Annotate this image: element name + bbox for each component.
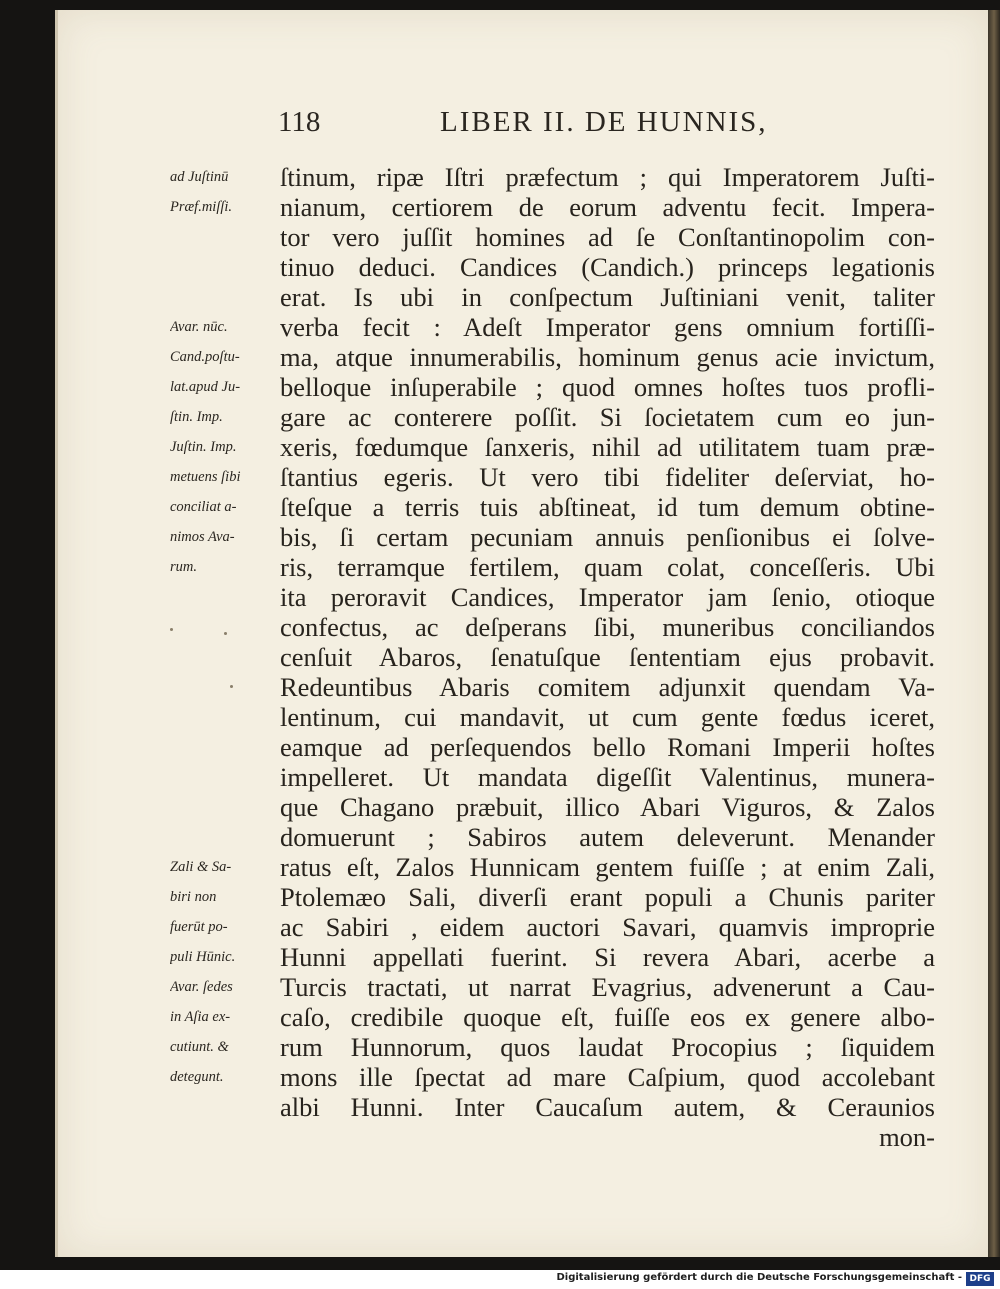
margin-note [170, 282, 280, 312]
margin-notes [170, 162, 280, 1092]
text-line: caſo, credibile quoque eſt, fuiſſe eos ex genere albo- [280, 1002, 935, 1032]
margin-note: cutiunt. & [170, 1039, 229, 1055]
text-line: Turcis tractati, ut narrat Evagrius, advenerunt a Cau- [280, 972, 935, 1002]
text-line: eamque ad perſequendos bello Romani Imperii hoſtes [280, 732, 935, 762]
margin-note [170, 642, 280, 672]
margin-note [170, 792, 280, 822]
margin-note: fuerūt po- [170, 919, 228, 935]
text-line: ſtinum, ripæ Iſtri præfectum ; qui Imperatorem Juſti- [280, 162, 935, 192]
margin-note [170, 822, 280, 852]
margin-note: nimos Ava- [170, 529, 235, 545]
text-line: Hunni appellati fuerint. Si revera Abari, acerbe a [280, 942, 935, 972]
text-line: nianum, certiorem de eorum adventu fecit. Impera- [280, 192, 935, 222]
text-line: ac Sabiri , eidem auctori Savari, quamvis improprie [280, 912, 935, 942]
text-line: ſteſque a terris tuis abſtineat, id tum demum obtine- [280, 492, 935, 522]
text-line: rum Hunnorum, quos laudat Procopius ; ſiquidem [280, 1032, 935, 1062]
margin-note: biri non [170, 889, 217, 905]
footer-bar [0, 1270, 1000, 1289]
text-line: impelleret. Ut mandata digeſſit Valentinus, munera- [280, 762, 935, 792]
text-line: xeris, fœdumque ſanxeris, nihil ad utilitatem tuam præ- [280, 432, 935, 462]
margin-note [170, 612, 280, 642]
text-line: mons ille ſpectat ad mare Caſpium, quod accolebant [280, 1062, 935, 1092]
margin-note: ad Juſtinū [170, 169, 229, 185]
margin-note [170, 732, 280, 762]
margin-note: Avar. ſedes [170, 979, 233, 995]
text-line: tor vero juſſit homines ad ſe Conſtantinopolim con- [280, 222, 935, 252]
margin-note [170, 252, 280, 282]
margin-note [170, 762, 280, 792]
margin-note: metuens ſibi [170, 469, 241, 485]
margin-note: Avar. nūc. [170, 319, 228, 335]
margin-note: Præf.miſſi. [170, 199, 233, 215]
text-line: Redeuntibus Abaris comitem adjunxit quendam Va- [280, 672, 935, 702]
margin-note [170, 582, 280, 612]
text-line: lentinum, cui mandavit, ut cum gente fœdus iceret, [280, 702, 935, 732]
text-line: cenſuit Abaros, ſenatuſque ſententiam ejus probavit. [280, 642, 935, 672]
margin-note [170, 702, 280, 732]
digitization-credit: Digitalisierung gefördert durch die Deutsche Forschungsgemeinschaft - [556, 1272, 962, 1283]
margin-note: puli Hūnic. [170, 949, 236, 965]
text-line: ma, atque innumerabilis, hominum genus acie invictum, [280, 342, 935, 372]
text-line: Ptolemæo Sali, diverſi erant populi a Chunis pariter [280, 882, 935, 912]
text-line: ita peroravit Candices, Imperator jam ſenio, otioque [280, 582, 935, 612]
margin-note: Juſtin. Imp. [170, 439, 237, 455]
text-line: confectus, ac deſperans ſibi, muneribus conciliandos [280, 612, 935, 642]
margin-note: lat.apud Ju- [170, 379, 241, 395]
text-line: ſtantius egeris. Ut vero tibi fideliter deſerviat, ho- [280, 462, 935, 492]
text-line: belloque inſuperabile ; quod omnes hoſtes tuos profli- [280, 372, 935, 402]
running-title: LIBER II. DE HUNNIS, [440, 106, 768, 138]
margin-note [170, 672, 280, 702]
text-line: domuerunt ; Sabiros autem deleverunt. Menander [280, 822, 935, 852]
body-text [280, 162, 935, 1152]
text-line: verba fecit : Adeſt Imperator gens omnium fortiſſi- [280, 312, 935, 342]
margin-note: conciliat a- [170, 499, 237, 515]
running-head [270, 106, 930, 146]
margin-note [170, 222, 280, 252]
text-line: mon- [879, 1122, 935, 1152]
text-line: albi Hunni. Inter Caucaſum autem, & Ceraunios [280, 1092, 935, 1122]
dfg-logo: DFG [966, 1272, 994, 1286]
page-number: 118 [278, 106, 321, 138]
margin-note: in Aſia ex- [170, 1009, 231, 1025]
text-line: gare ac conterere poſſit. Si ſocietatem cum eo jun- [280, 402, 935, 432]
margin-note: rum. [170, 559, 197, 575]
text-line: erat. Is ubi in conſpectum Juſtiniani venit, taliter [280, 282, 935, 312]
book-spine-edge [988, 10, 1000, 1257]
margin-note: Cand.poſtu- [170, 349, 240, 365]
margin-note: Zali & Sa- [170, 859, 232, 875]
text-line: que Chagano præbuit, illico Abari Viguros, & Zalos [280, 792, 935, 822]
text-line: tinuo deduci. Candices (Candich.) princeps legationis [280, 252, 935, 282]
margin-note: ſtin. Imp. [170, 409, 223, 425]
text-line: ratus eſt, Zalos Hunnicam gentem fuiſſe ; at enim Zali, [280, 852, 935, 882]
text-line: ris, terramque fertilem, quam colat, conceſſeris. Ubi [280, 552, 935, 582]
text-line: bis, ſi certam pecuniam annuis penſionibus ei ſolve- [280, 522, 935, 552]
margin-note: detegunt. [170, 1069, 224, 1085]
